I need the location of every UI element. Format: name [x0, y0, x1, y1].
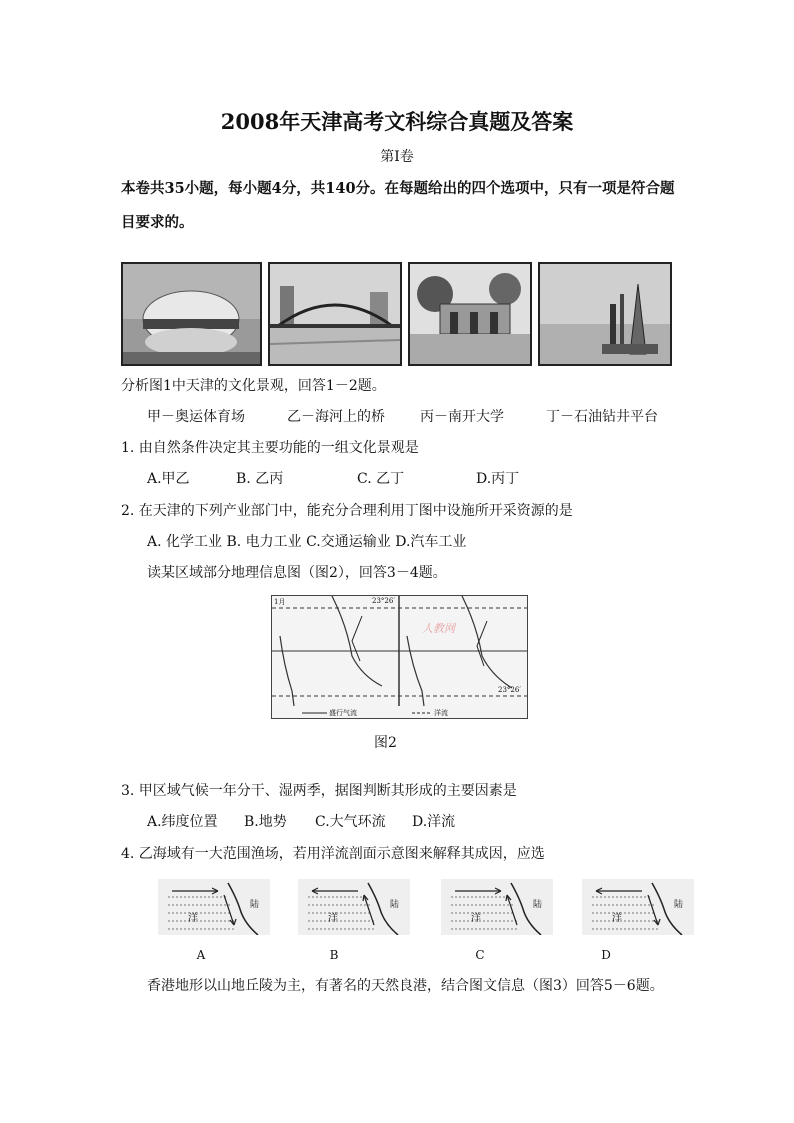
fig3-intro: 香港地形以山地丘陵为主，有著名的天然良港，结合图文信息（图3）回答5－6题。 [147, 978, 664, 994]
photo-olympic-stadium [121, 262, 262, 366]
profile-label-a: A [196, 948, 206, 962]
profile-d-sea: 洋 [612, 913, 622, 924]
q2-stem: 2. 在天津的下列产业部门中，能充分合理利用丁图中设施所开采资源的是 [121, 503, 573, 519]
profile-a-sea: 洋 [188, 913, 198, 924]
profile-c-sea: 洋 [471, 913, 481, 924]
fig1-caption-yi: 乙－海河上的桥 [287, 409, 385, 425]
map-legend-airflow: 盛行气流 [329, 709, 357, 717]
map-lat-top: 23°26′ [372, 597, 395, 605]
q4-stem: 4. 乙海域有一大范围渔场，若用洋流剖面示意图来解释其成因，应选 [121, 846, 545, 862]
q3-stem: 3. 甲区域气候一年分干、湿两季，据图判断其形成的主要因素是 [121, 783, 517, 799]
q1-stem: 1. 由自然条件决定其主要功能的一组文化景观是 [121, 440, 419, 456]
profile-b [298, 879, 410, 935]
profile-c-land: 陆 [533, 900, 543, 910]
q3-option-b: B.地势 [244, 814, 287, 830]
fig1-caption-jia: 甲－奥运体育场 [147, 409, 245, 425]
profile-label-b: B [329, 948, 339, 962]
photo-haihe-bridge [268, 262, 402, 366]
map-month-label: 1月 [274, 598, 286, 606]
fig1-caption-ding: 丁－石油钻井平台 [546, 409, 658, 425]
profile-a [158, 879, 270, 935]
q1-option-c: C. 乙丁 [357, 471, 405, 487]
q1-option-d: D.丙丁 [476, 471, 520, 487]
profile-c [441, 879, 553, 935]
map-legend-current: 洋流 [434, 709, 448, 717]
q2-options: A. 化学工业 B. 电力工业 C.交通运输业 D.汽车工业 [147, 534, 467, 550]
q1-option-b: B. 乙丙 [236, 471, 284, 487]
profile-d-land: 陆 [674, 900, 684, 910]
photo-nankai-university [408, 262, 532, 366]
profile-b-sea: 洋 [328, 913, 338, 924]
photo-oil-platform [538, 262, 672, 366]
profile-label-c: C [475, 948, 485, 962]
map-watermark: 人教网 [422, 622, 455, 635]
q3-option-c: C.大气环流 [315, 814, 386, 830]
fig2-caption: 图2 [374, 735, 397, 751]
fig2-intro: 读某区域部分地理信息图（图2），回答3－4题。 [147, 565, 447, 581]
section-title: 第Ⅰ卷 [380, 149, 414, 165]
profile-a-land: 陆 [250, 900, 260, 910]
instructions: 本卷共35小题，每小题4分，共140分。在每题给出的四个选项中，只有一项是符合题目要求的。 [121, 180, 675, 231]
q3-option-d: D.洋流 [412, 814, 456, 830]
fig1-caption-bing: 丙－南开大学 [420, 409, 504, 425]
profile-d [582, 879, 694, 935]
profile-b-land: 陆 [390, 900, 400, 910]
map-lat-bottom: 23°26′ [498, 686, 521, 694]
fig1-intro: 分析图1中天津的文化景观，回答1－2题。 [121, 378, 386, 394]
profile-label-d: D [601, 948, 611, 962]
q1-option-a: A.甲乙 [147, 471, 190, 487]
page-title: 2008年天津高考文科综合真题及答案 [220, 109, 574, 134]
q3-option-a: A.纬度位置 [147, 814, 218, 830]
fig2-map [271, 595, 528, 719]
